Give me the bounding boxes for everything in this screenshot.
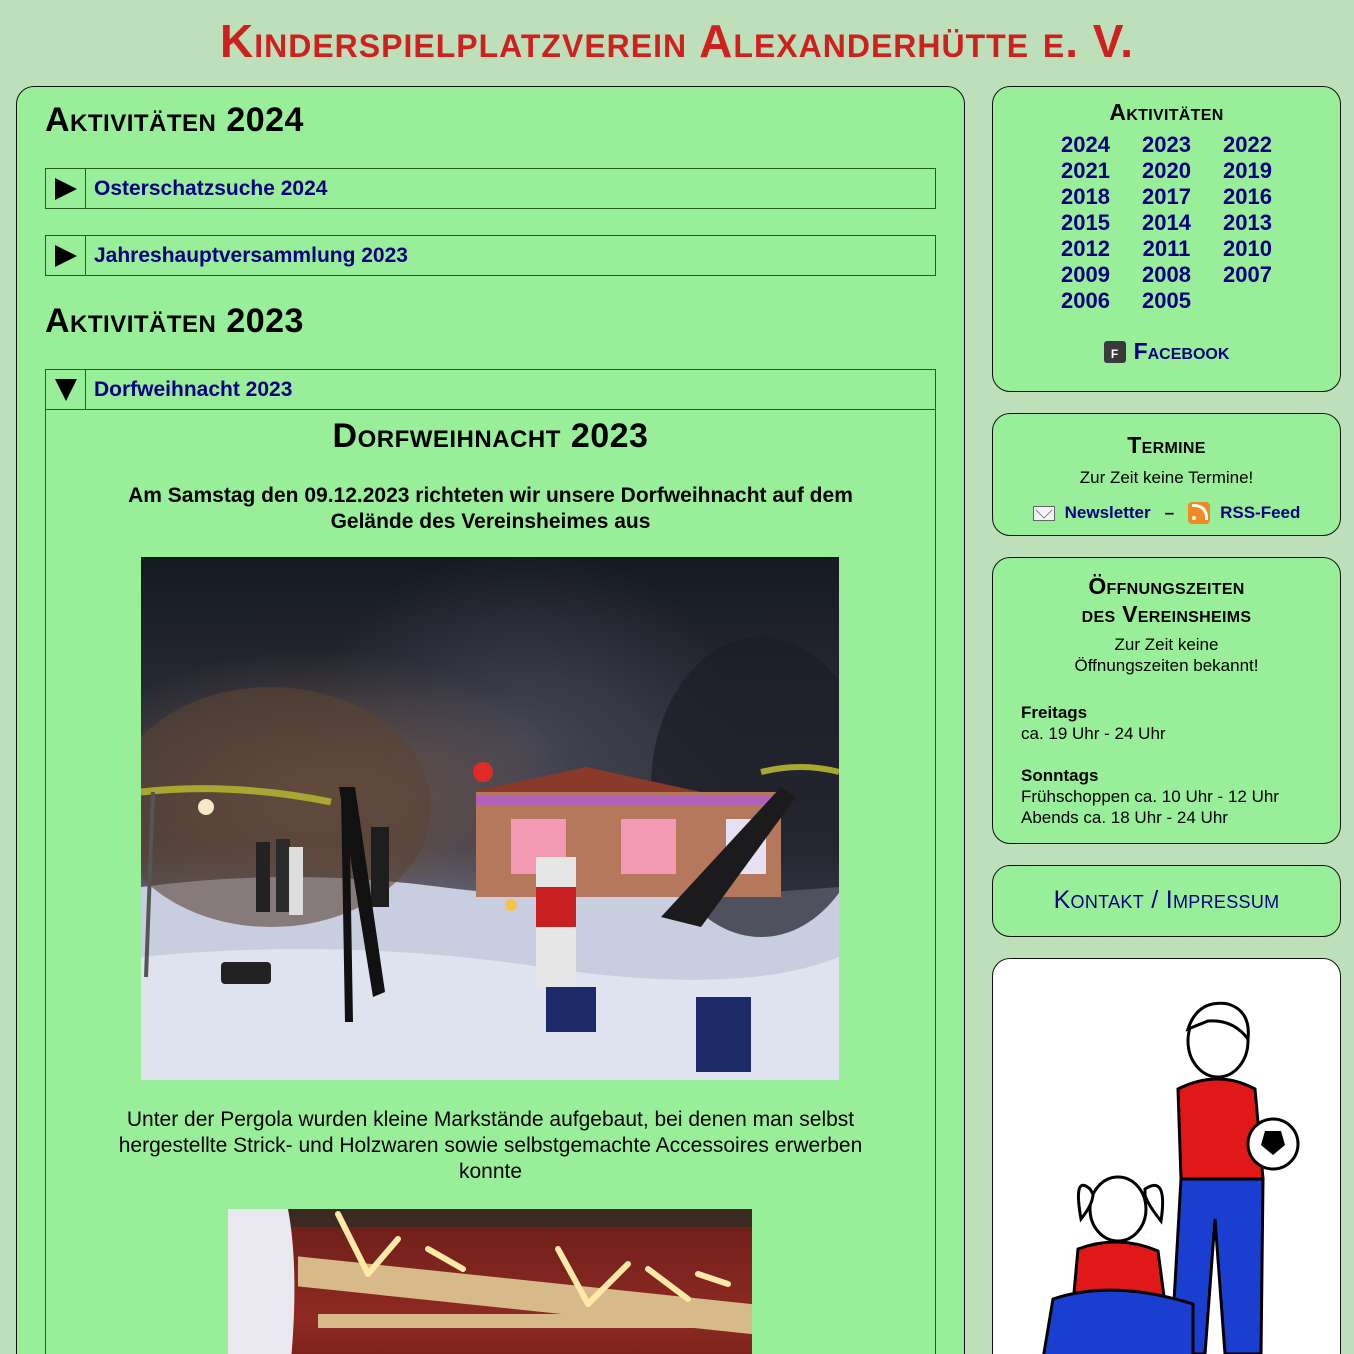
rss-feed-link[interactable]: RSS-Feed	[1220, 503, 1301, 522]
accordion-label[interactable]: Jahreshauptversammlung 2023	[94, 243, 408, 267]
section-heading-2024: Aktivitäten 2024	[45, 101, 304, 139]
photo-christmas-playground	[141, 557, 839, 1080]
opening-hours-title-line1: Öffnungszeiten	[1088, 573, 1245, 599]
mail-icon	[1033, 506, 1055, 521]
separator: –	[1164, 503, 1175, 522]
year-link[interactable]: 2022	[1223, 132, 1272, 157]
year-link[interactable]: 2023	[1142, 132, 1191, 157]
activities-panel	[992, 86, 1341, 392]
opening-hours-notice-line1: Zur Zeit keine	[1114, 635, 1219, 654]
year-link[interactable]: 2009	[1061, 262, 1110, 287]
rss-icon	[1188, 502, 1210, 524]
section-heading-2023: Aktivitäten 2023	[45, 302, 304, 340]
year-list	[993, 132, 1340, 314]
year-link[interactable]: 2007	[1223, 262, 1272, 287]
accordion-jahreshauptversammlung[interactable]	[45, 235, 936, 276]
year-link[interactable]: 2012	[1061, 236, 1110, 261]
facebook-icon: f	[1104, 341, 1126, 363]
collapse-arrow-icon[interactable]	[46, 370, 86, 409]
year-link[interactable]: 2024	[1061, 132, 1110, 157]
year-link[interactable]: 2016	[1223, 184, 1272, 209]
newsletter-link[interactable]: Newsletter	[1064, 503, 1151, 522]
contact-panel	[992, 865, 1341, 937]
year-link[interactable]: 2005	[1142, 288, 1191, 313]
children-logo-illustration	[993, 959, 1341, 1354]
expand-arrow-icon[interactable]	[46, 236, 86, 275]
hours-sunday	[1021, 765, 1340, 828]
year-link[interactable]: 2014	[1142, 210, 1191, 235]
hours-friday	[1021, 702, 1340, 744]
termine-text: Zur Zeit keine Termine!	[1079, 468, 1254, 487]
year-link[interactable]: 2017	[1142, 184, 1191, 209]
photo-caption: Unter der Pergola wurden kleine Markstände aufgebaut, bei denen man selbst hergestellte Strick- und Holzwaren sowie selbstgemachte Accessoires erwerben konnte	[118, 1108, 863, 1183]
facebook-link[interactable]	[993, 338, 1340, 365]
photo-pergola-lights	[228, 1209, 752, 1354]
feed-row	[993, 502, 1340, 524]
sunday-label: Sonntags	[1021, 766, 1099, 785]
termine-panel	[992, 413, 1341, 536]
sunday-time-1: Frühschoppen ca. 10 Uhr - 12 Uhr	[1021, 787, 1279, 806]
year-link[interactable]: 2020	[1142, 158, 1191, 183]
year-link[interactable]: 2018	[1061, 184, 1110, 209]
opening-hours-notice-line2: Öffnungszeiten bekannt!	[1074, 656, 1259, 675]
activities-title: Aktivitäten	[1109, 99, 1224, 125]
year-link[interactable]: 2011	[1142, 236, 1191, 261]
contact-imprint-link[interactable]: Kontakt / Impressum	[1053, 886, 1280, 914]
termine-title: Termine	[1127, 432, 1206, 458]
accordion-label[interactable]: Dorfweihnacht 2023	[94, 377, 293, 401]
main-content-panel	[16, 86, 965, 1354]
opening-hours-panel	[992, 557, 1341, 844]
article-lead: Am Samstag den 09.12.2023 richteten wir unsere Dorfweihnacht auf dem Gelände des Vereinsheimes aus	[128, 484, 853, 533]
accordion-osterschatzsuche[interactable]	[45, 168, 936, 209]
accordion-dorfweihnacht[interactable]	[45, 369, 936, 410]
year-link[interactable]: 2021	[1061, 158, 1110, 183]
year-link[interactable]: 2010	[1223, 236, 1272, 261]
year-link[interactable]: 2015	[1061, 210, 1110, 235]
facebook-label[interactable]: Facebook	[1133, 338, 1230, 364]
expand-arrow-icon[interactable]	[46, 169, 86, 208]
year-link[interactable]: 2019	[1223, 158, 1272, 183]
accordion-label[interactable]: Osterschatzsuche 2024	[94, 176, 328, 200]
year-link[interactable]: 2008	[1142, 262, 1191, 287]
friday-time: ca. 19 Uhr - 24 Uhr	[1021, 724, 1166, 743]
sunday-time-2: Abends ca. 18 Uhr - 24 Uhr	[1021, 808, 1228, 827]
accordion-content-dorfweihnacht	[45, 409, 936, 1354]
opening-hours-title-line2: des Vereinsheims	[1081, 601, 1252, 627]
article-title: Dorfweihnacht 2023	[332, 417, 649, 455]
year-link[interactable]: 2013	[1223, 210, 1272, 235]
friday-label: Freitags	[1021, 703, 1088, 722]
club-logo-panel	[992, 958, 1341, 1354]
year-link[interactable]: 2006	[1061, 288, 1110, 313]
site-title: Kinderspielplatzverein Alexanderhütte e. V.	[220, 15, 1134, 67]
